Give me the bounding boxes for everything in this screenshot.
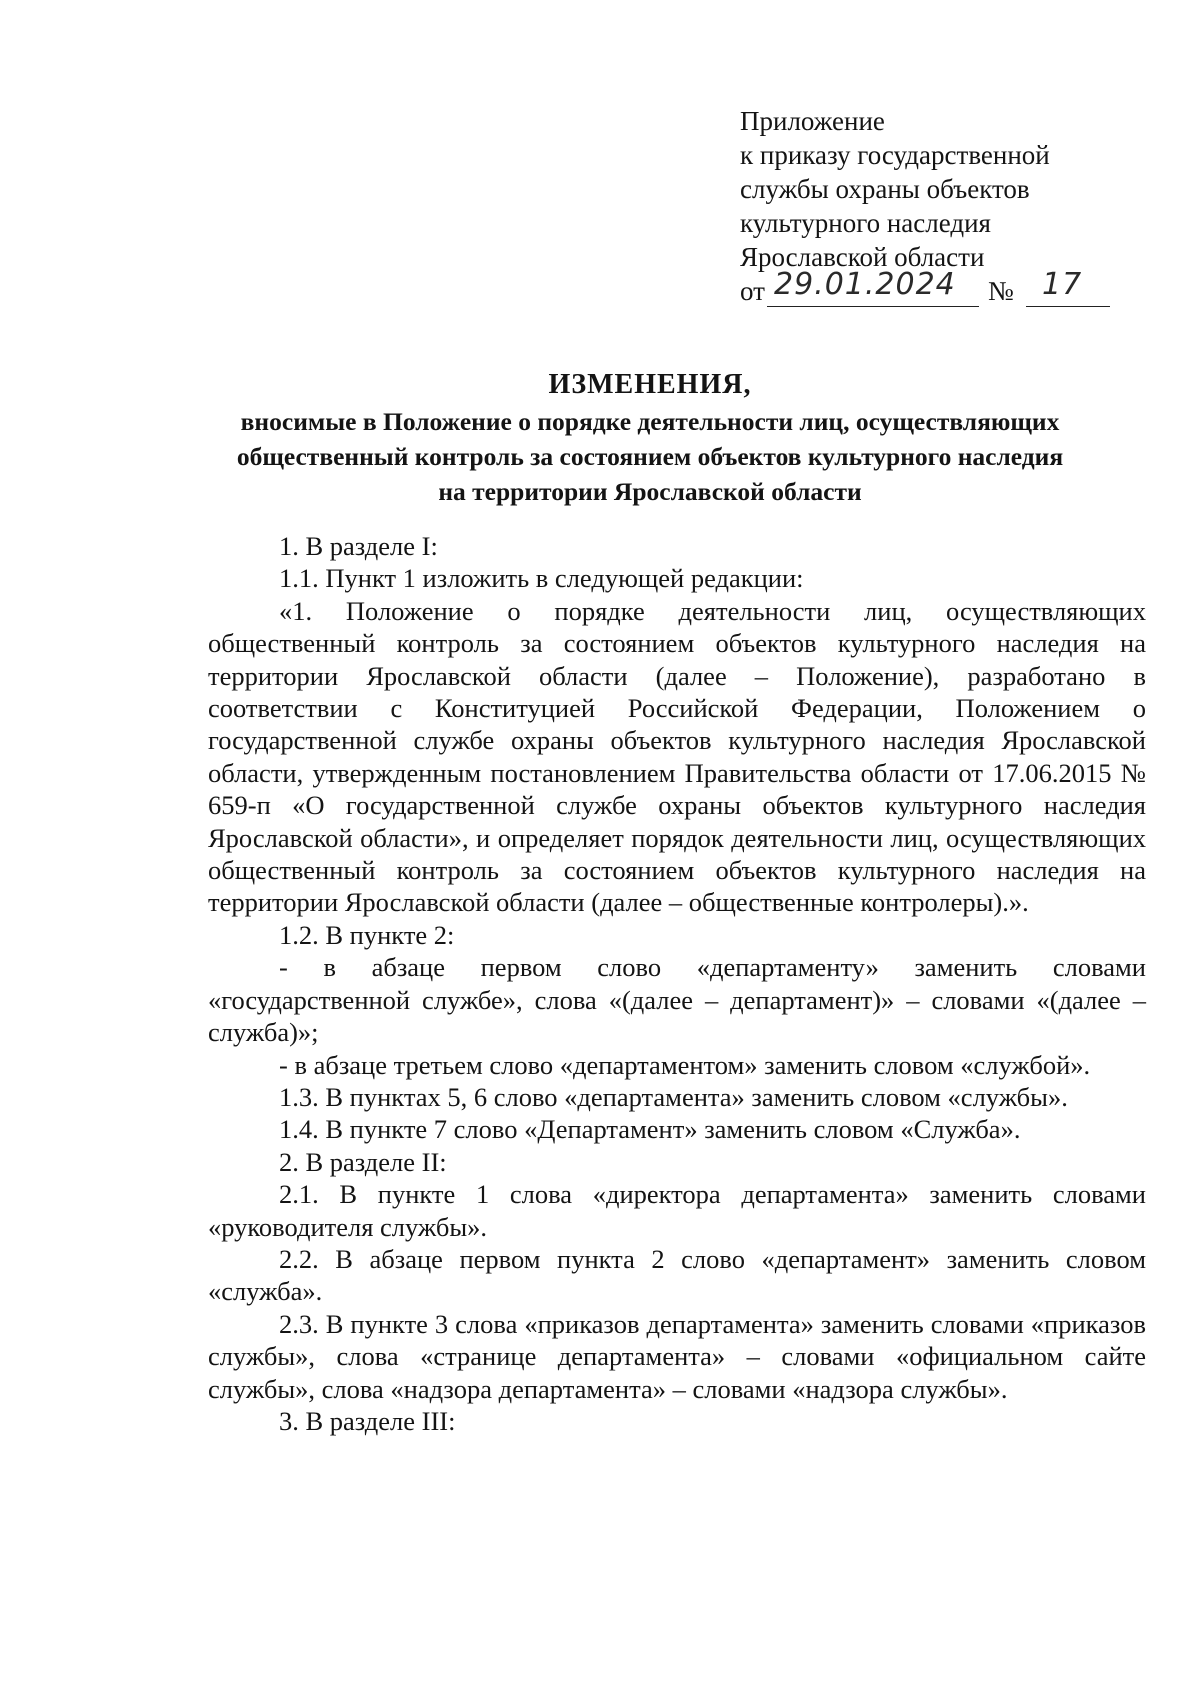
handwritten-date: 29.01.2024 — [774, 267, 956, 302]
title-heading: ИЗМЕНЕНИЯ, — [548, 369, 752, 400]
paragraph: 1.1. Пункт 1 изложить в следующей редакции: — [279, 563, 804, 594]
paragraph: 2.2. В абзаце первом пункта 2 слово «департамент» заменить словом «служба». — [208, 1243, 1146, 1307]
date-underline — [767, 306, 979, 307]
handwritten-number: 17 — [1042, 267, 1083, 302]
number-prefix: № — [988, 276, 1014, 306]
annex-line: службы охраны объектов — [740, 174, 1030, 204]
document-body — [208, 530, 1146, 1437]
paragraph: 1.3. В пунктах 5, 6 слово «департамента» заменить словом «службы». — [279, 1081, 1068, 1112]
paragraph: 2.1. В пункте 1 слова «директора департамента» заменить словами «руководителя службы». — [208, 1179, 1146, 1242]
date-prefix: от — [740, 276, 765, 306]
paragraph: 1.4. В пункте 7 слово «Департамент» заменить словом «Служба». — [279, 1114, 1021, 1145]
paragraph: «1. Положение о порядке деятельности лиц, осуществляющих общественный контроль за состоянием объектов культурного наследия на территории Ярославской области (далее – Положение), разработано в соответствии с Конституцией Российской Федерации, Положением о государственной службе охраны объектов культурного наследия Ярославской области, утвержденным постановлением Правительства области от 17.06.2015 № 659-п «О государственной службе охраны объектов культурного наследия Ярославской области», и определяет порядок деятельности лиц, осуществляющих общественный контроль за состоянием объектов культурного наследия на территории Ярославской области (далее – общественные контролеры).». — [208, 595, 1146, 918]
paragraph: 2. В разделе II: — [279, 1146, 447, 1177]
document-title — [200, 366, 1100, 509]
paragraph: 2.3. В пункте 3 слова «приказов департамента» заменить словами «приказов службы», слова «странице департамента» – словами «официальном сайте службы», слова «надзора департамента» – словами «надзора службы». — [208, 1308, 1146, 1404]
paragraph: - в абзаце первом слово «департаменту» заменить словами «государственной службе», слова «(далее – департамент)» – словами «(далее – служба)»; — [208, 952, 1146, 1048]
annex-line: культурного наследия — [740, 208, 991, 238]
paragraph: 1.2. В пункте 2: — [279, 919, 455, 950]
paragraph: 3. В разделе III: — [279, 1405, 456, 1436]
paragraph: 1. В разделе I: — [279, 531, 438, 561]
paragraph: - в абзаце третьем слово «департаментом» заменить словом «службой». — [279, 1049, 1091, 1080]
number-underline — [1026, 306, 1110, 307]
annex-line: к приказу государственной — [740, 140, 1050, 170]
annex-line: Ярославской области — [740, 242, 985, 272]
annex-block — [740, 104, 1140, 308]
annex-line: Приложение — [740, 106, 885, 136]
title-line: на территории Ярославской области — [438, 477, 862, 506]
title-line: вносимые в Положение о порядке деятельности лиц, осуществляющих — [240, 407, 1060, 436]
order-reference — [740, 267, 1140, 308]
title-line: общественный контроль за состоянием объектов культурного наследия — [236, 442, 1064, 471]
